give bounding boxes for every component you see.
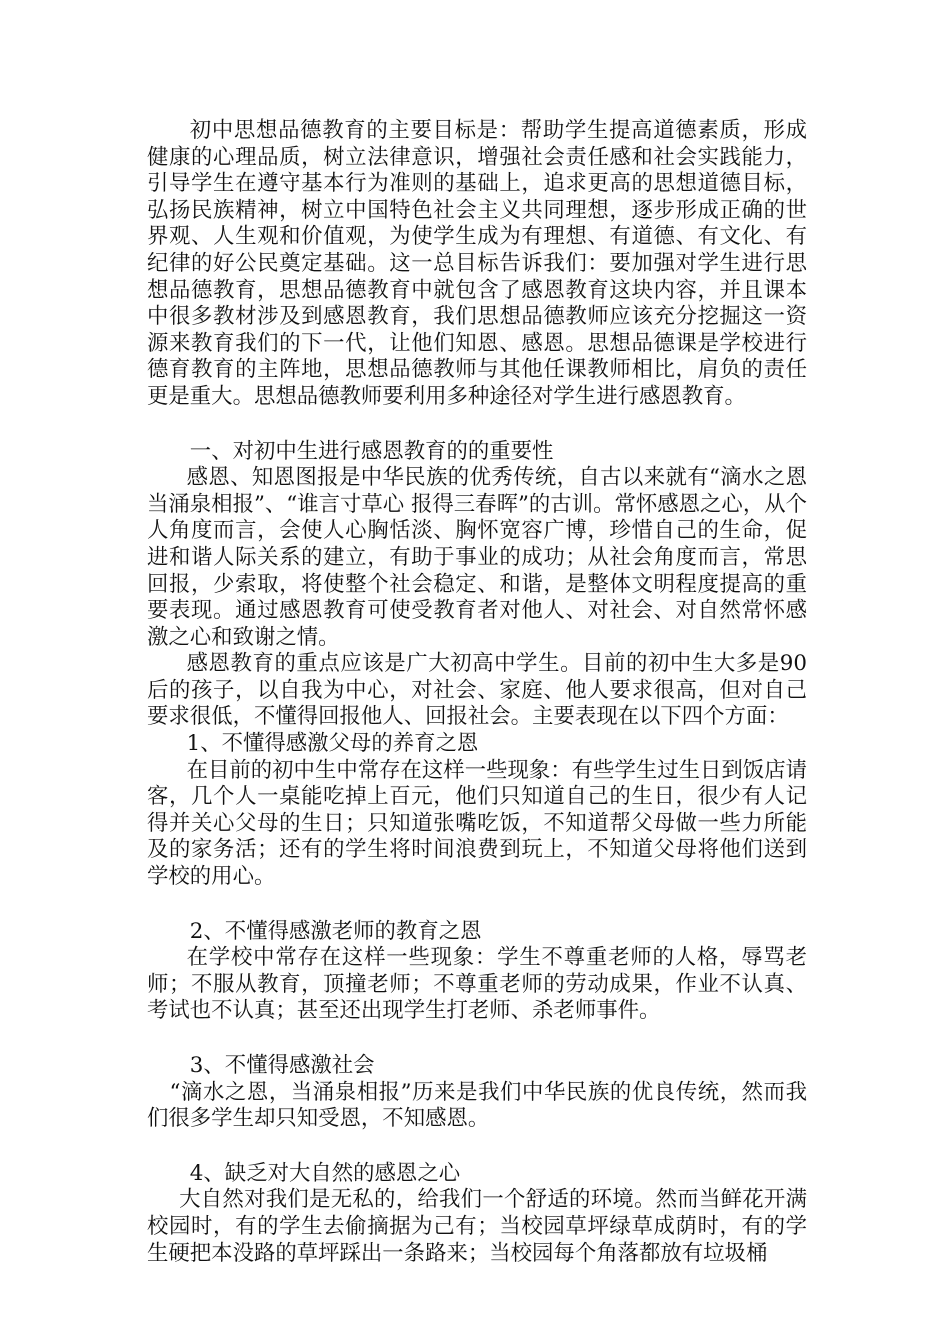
spacer xyxy=(147,411,807,439)
subheading-parents: 1、不懂得感激父母的养育之恩 xyxy=(186,731,479,757)
parents-paragraph: 在目前的初中生中常存在这样一些现象：有些学生过生日到饭店请客，几个人一桌能吃掉上百元，他们只知道自己的生日，很少有人记得并关心父母的生日；只知道张嘴吃饭，不知道帮父母做一些力所能及的家务活；还有的学生将时间浪费到玩上，不知道父母将他们送到学校的用心。 xyxy=(147,757,807,890)
teachers-paragraph: 在学校中常存在这样一些现象：学生不尊重老师的人格，辱骂老师；不服从教育，顶撞老师；不尊重老师的劳动成果，作业不认真、考试也不认真；甚至还出现学生打老师、杀老师事件。 xyxy=(147,945,807,1024)
subheading-society: 3、不懂得感激社会 xyxy=(189,1053,375,1078)
spacer xyxy=(147,1025,807,1053)
spacer xyxy=(147,891,807,919)
subheading-teachers: 2、不懂得感激老师的教育之恩 xyxy=(189,918,482,944)
intro-paragraph: 初中思想品德教育的主要目标是：帮助学生提高道德素质，形成健康的心理品质，树立法律意识，增强社会责任感和社会实践能力，引导学生在遵守基本行为准则的基础上，追求更高的思想道德目标，弘扬民族精神，树立中国特色社会主义共同理想，逐步形成正确的世界观、人生观和价值观，为使学生成为有理想、有道德、有文化、有纪律的好公民奠定基础。这一总目标告诉我们：要加强对学生进行思想品德教育，思想品德教育中就包含了感恩教育这块内容，并且课本中很多教材涉及到感恩教育，我们思想品德教师应该充分挖掘这一资源来教育我们的下一代，让他们知恩、感恩。思想品德课是学校进行德育教育的主阵地，思想品德教师与其他任课教师相比，肩负的责任更是重大。思想品德教师要利用多种途径对学生进行感恩教育。 xyxy=(147,118,807,409)
nature-paragraph: 大自然对我们是无私的，给我们一个舒适的环境。然而当鲜花开满校园时，有的学生去偷摘据为己有；当校园草坪绿草成荫时，有的学生硬把本没路的草坪踩出一条路来；当校园每个角落都放有垃圾桶 xyxy=(147,1187,807,1266)
importance-paragraph-1: 感恩、知恩图报是中华民族的优秀传统，自古以来就有“滴水之恩当涌泉相报”、“谁言寸草心 报得三春晖”的古训。常怀感恩之心，从个人角度而言，会使人心胸恬淡、胸怀宽容广博，珍惜自己的生命，促进和谐人际关系的建立，有助于事业的成功；从社会角度而言，常思回报，少索取，将使整个社会稳定、和谐，是整体文明程度提高的重要表现。通过感恩教育可使受教育者对他人、对社会、对自然常怀感激之心和致谢之情。 xyxy=(147,465,807,650)
subheading-nature: 4、缺乏对大自然的感恩之心 xyxy=(189,1160,461,1186)
importance-paragraph-2: 感恩教育的重点应该是广大初高中学生。目前的初中生大多是90后的孩子，以自我为中心，对社会、家庭、他人要求很高，但对自己要求很低，不懂得回报他人、回报社会。主要表现在以下四个方面： xyxy=(147,651,807,730)
document-body xyxy=(147,118,807,1267)
spacer xyxy=(147,1133,807,1161)
society-paragraph: “滴水之恩，当涌泉相报”历来是我们中华民族的优良传统，然而我们很多学生却只知受恩，不知感恩。 xyxy=(147,1079,807,1132)
section-heading-importance: 一、对初中生进行感恩教育的的重要性 xyxy=(189,438,554,464)
